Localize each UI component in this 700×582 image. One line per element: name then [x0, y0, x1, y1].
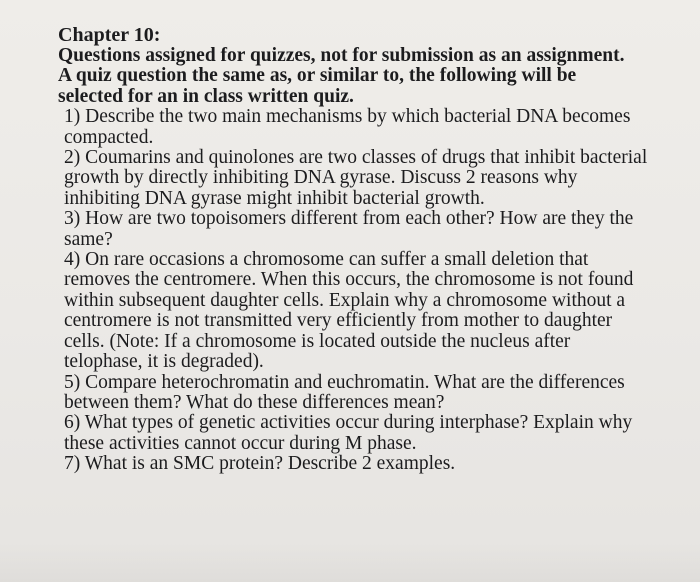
question-7: [64, 454, 694, 474]
photo-shadow: [0, 542, 700, 582]
question-line: within subsequent daughter cells. Explain why a chromosome without a: [64, 289, 626, 311]
question-line: cells. (Note: If a chromosome is located outside the nucleus after: [64, 330, 571, 352]
instructions-line: Questions assigned for quizzes, not for submission as an assignment.: [58, 45, 625, 66]
question-line: 3) How are two topoisomers different from each other? How are they the: [64, 208, 634, 230]
question-line: 4) On rare occasions a chromosome can suffer a small deletion that: [64, 249, 589, 271]
question-line: same?: [64, 228, 113, 250]
question-line: growth by directly inhibiting DNA gyrase. Discuss 2 reasons why: [64, 167, 578, 189]
question-line: these activities cannot occur during M phase.: [64, 432, 417, 454]
question-6: [64, 413, 694, 454]
instructions: [58, 46, 694, 107]
worksheet-text: [58, 24, 694, 475]
instructions-line: selected for an in class written quiz.: [58, 85, 354, 107]
chapter-title: Chapter 10:: [58, 24, 161, 46]
question-line: 6) What types of genetic activities occur during interphase? Explain why: [64, 412, 633, 434]
instructions-line: A quiz question the same as, or similar to, the following will be: [58, 65, 577, 87]
question-line: compacted.: [64, 126, 154, 148]
question-5: [64, 373, 694, 414]
question-line: centromere is not transmitted very efficiently from mother to daughter: [64, 310, 613, 332]
question-4: [64, 250, 694, 372]
question-1: [64, 107, 694, 148]
question-line: between them? What do these differences mean?: [64, 391, 445, 413]
question-line: telophase, it is degraded).: [64, 351, 264, 373]
question-3: [64, 209, 694, 250]
question-line: 5) Compare heterochromatin and euchromatin. What are the differences: [64, 371, 625, 393]
question-line: inhibiting DNA gyrase might inhibit bacterial growth.: [64, 187, 485, 209]
question-line: 7) What is an SMC protein? Describe 2 examples.: [64, 453, 456, 475]
question-2: [64, 148, 694, 209]
question-line: 1) Describe the two main mechanisms by which bacterial DNA becomes: [64, 106, 631, 128]
question-line: 2) Coumarins and quinolones are two classes of drugs that inhibit bacterial: [64, 147, 648, 169]
question-line: removes the centromere. When this occurs, the chromosome is not found: [64, 269, 634, 291]
